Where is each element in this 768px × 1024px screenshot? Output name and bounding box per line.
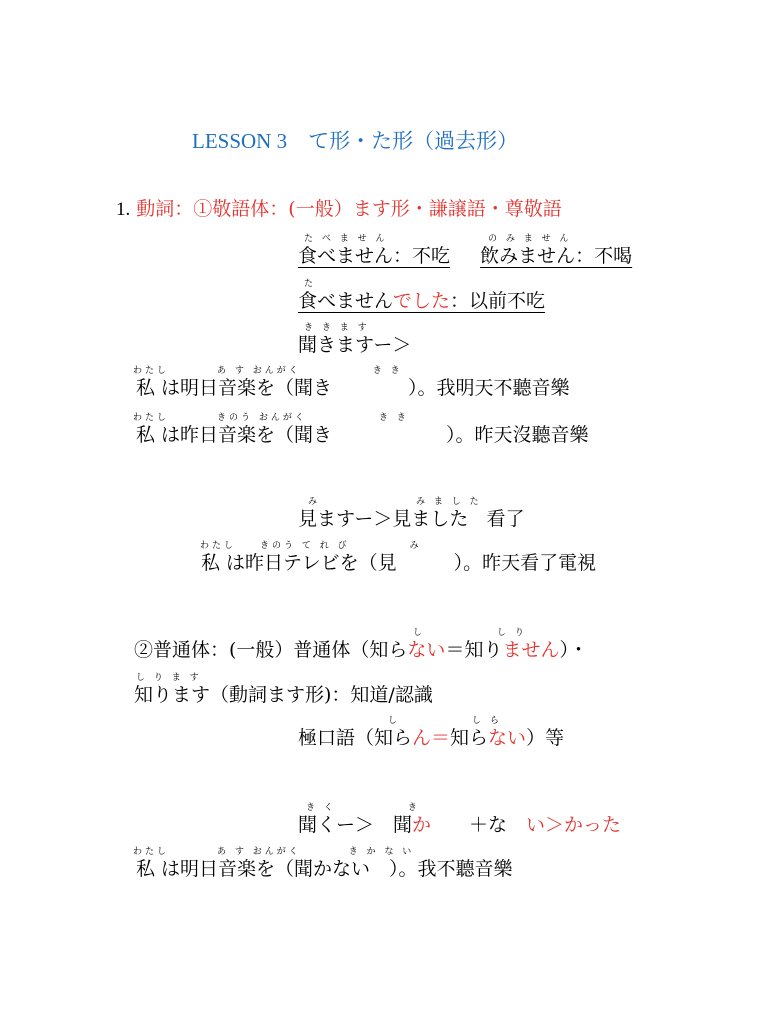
vocab-nomimasen: 飲みません：不喝 xyxy=(480,245,633,267)
example-sentence-3: 私 は昨日テレビを（見 ）。昨天看了電視 xyxy=(201,552,597,574)
vocab-shirimasu: 知ります（動詞ます形)：知道/認識 xyxy=(134,684,433,706)
furigana: し し り xyxy=(413,628,527,638)
plain-form-heading: ②普通体：(一般）普通体（知らない＝知りません）・ xyxy=(134,639,588,661)
colloquial-form: 極口語（知らん＝知らない）等 xyxy=(298,727,565,749)
section-1-heading xyxy=(116,198,562,221)
vocab-kikimasu: 聞きますー＞ xyxy=(298,334,412,356)
section-number: 1. xyxy=(116,199,131,220)
furigana: し り ま す xyxy=(136,673,202,683)
example-sentence-2: 私 は昨日音楽を（聞き ）。昨天沒聽音樂 xyxy=(136,424,589,446)
example-sentence-4: 私 は明日音楽を（聞かない ）。我不聽音樂 xyxy=(136,858,513,880)
furigana: た べ ま せ ん xyxy=(304,234,388,244)
vocab-line-negative xyxy=(298,245,632,267)
furigana: わたし あ す おんがく き か な い xyxy=(133,847,415,857)
furigana: わたし きのう て れ び み xyxy=(200,541,422,551)
vocab-mimasu: 見ますー＞見ました 看了 xyxy=(298,508,525,530)
furigana: み み ま し た xyxy=(308,497,482,507)
vocab-tabemasen: 食べません：不吃 xyxy=(298,245,451,267)
furigana: の み ま せ ん xyxy=(488,234,572,244)
furigana: し し ら xyxy=(388,716,502,726)
page-title: LESSON 3 て形・た形（過去形） xyxy=(192,129,519,153)
furigana: た xyxy=(304,279,317,289)
vocab-kiku-conjugation: 聞くー＞ 聞か ＋な い＞かった xyxy=(298,814,622,836)
section-heading-text: 動詞：①敬語体：(一般）ます形・謙譲語・尊敬語 xyxy=(136,198,562,220)
furigana: き く き xyxy=(306,803,420,813)
example-sentence-1: 私 は明日音楽を（聞き ）。我明天不聽音樂 xyxy=(136,377,570,399)
furigana: き き ま す xyxy=(304,323,370,333)
furigana: わたし あ す おんがく き き xyxy=(133,366,403,376)
vocab-tabemasendeshita: 食べませんでした：以前不吃 xyxy=(298,290,546,312)
furigana: わたし きのう おんがく き き xyxy=(133,413,409,423)
